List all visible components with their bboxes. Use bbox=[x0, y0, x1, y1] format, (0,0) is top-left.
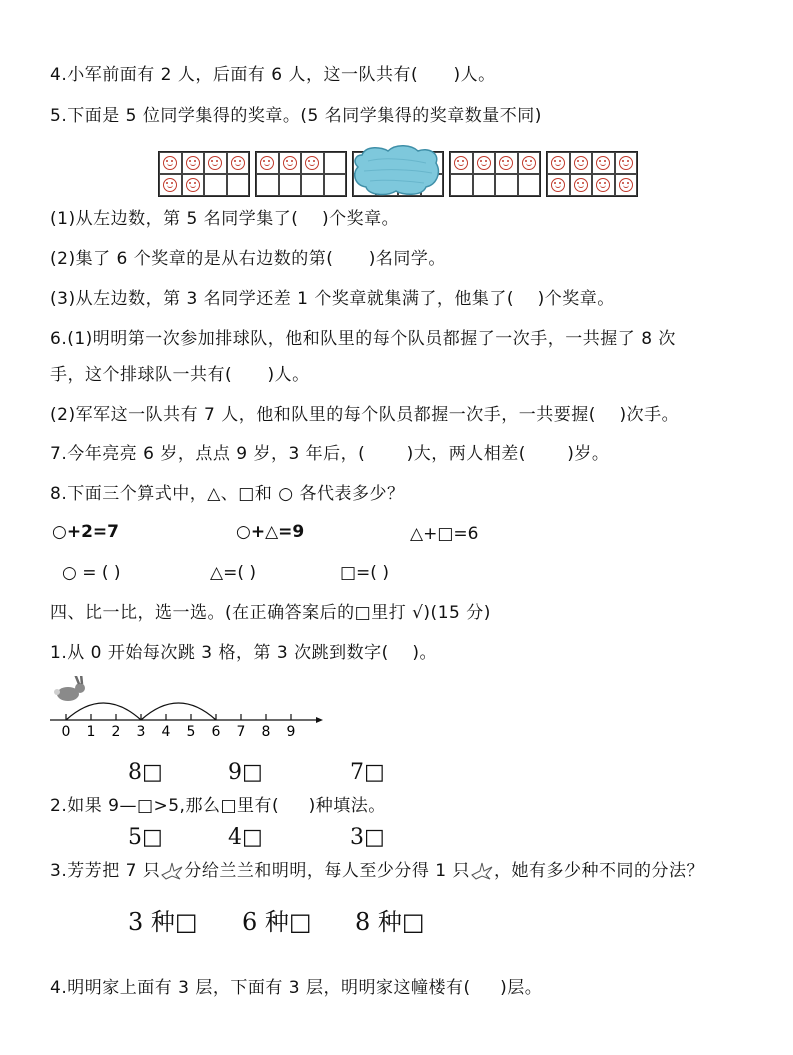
smiley-badge-icon bbox=[231, 156, 245, 170]
paper-crane-icon bbox=[470, 861, 494, 881]
equation-3: △+□=6 bbox=[410, 524, 479, 544]
badge-group-1 bbox=[158, 151, 250, 197]
badge-cell bbox=[615, 174, 638, 196]
section-4-question-2: 2.如果 9—□>5,那么□里有( )种填法。 bbox=[50, 796, 386, 816]
choice-q2-b[interactable]: 4□ bbox=[228, 825, 263, 850]
number-line-label: 6 bbox=[211, 724, 221, 740]
smiley-badge-icon bbox=[499, 156, 513, 170]
section-4-title: 四、比一比，选一选。(在正确答案后的□里打 √)(15 分) bbox=[50, 603, 491, 623]
smiley-badge-icon bbox=[619, 178, 633, 192]
smiley-badge-icon bbox=[283, 156, 297, 170]
badge-cell bbox=[547, 152, 570, 174]
question-6-1-a: 6.(1)明明第一次参加排球队，他和队里的每个队员都握了一次手，一共握了 8 次 bbox=[50, 329, 676, 349]
badge-cell bbox=[518, 152, 541, 174]
question-6-1-b: 手，这个排球队一共有( )人。 bbox=[50, 365, 310, 385]
q3-text-a: 3.芳芳把 7 只 bbox=[50, 861, 161, 881]
choice-q1-b[interactable]: 9□ bbox=[228, 760, 263, 785]
question-4: 4.小军前面有 2 人，后面有 6 人，这一队共有( )人。 bbox=[50, 65, 496, 85]
question-5-2: (2)集了 6 个奖章的是从右边数的第( )名同学。 bbox=[50, 249, 446, 269]
section-4-question-1: 1.从 0 开始每次跳 3 格，第 3 次跳到数字( )。 bbox=[50, 643, 437, 663]
choice-q3-c[interactable]: 8 种□ bbox=[355, 908, 425, 936]
number-line-label: 2 bbox=[111, 724, 121, 740]
answer-triangle: △=( ) bbox=[210, 563, 256, 583]
number-line-label: 3 bbox=[136, 724, 146, 740]
smiley-badge-icon bbox=[208, 156, 222, 170]
smiley-badge-icon bbox=[163, 156, 177, 170]
badge-cell bbox=[204, 152, 227, 174]
badge-cell bbox=[204, 174, 227, 196]
choice-q3-a[interactable]: 3 种□ bbox=[128, 908, 198, 936]
smiley-badge-icon bbox=[551, 178, 565, 192]
smiley-badge-icon bbox=[477, 156, 491, 170]
question-8: 8.下面三个算式中，△、□和 ○ 各代表多少？ bbox=[50, 484, 405, 504]
badge-cell bbox=[570, 174, 593, 196]
badge-cell bbox=[182, 174, 205, 196]
badge-cell bbox=[279, 174, 302, 196]
choice-q2-a[interactable]: 5□ bbox=[128, 825, 163, 850]
equation-2: ○+△=9 bbox=[236, 522, 305, 542]
badge-group-5 bbox=[546, 151, 638, 197]
jump-arc bbox=[141, 703, 216, 720]
badge-cell bbox=[324, 174, 347, 196]
badge-cell bbox=[324, 152, 347, 174]
number-line-label: 0 bbox=[61, 724, 71, 740]
question-5: 5.下面是 5 位同学集得的奖章。(5 名同学集得的奖章数量不同) bbox=[50, 106, 542, 126]
smiley-badge-icon bbox=[596, 178, 610, 192]
choice-q2-c[interactable]: 3□ bbox=[350, 825, 385, 850]
section-4-question-3 bbox=[50, 860, 704, 882]
badge-cell bbox=[592, 174, 615, 196]
badge-cell bbox=[227, 174, 250, 196]
smiley-badge-icon bbox=[454, 156, 468, 170]
number-line-label: 4 bbox=[161, 724, 171, 740]
smiley-badge-icon bbox=[574, 156, 588, 170]
badge-cell bbox=[570, 152, 593, 174]
badge-cell bbox=[495, 174, 518, 196]
badge-cell bbox=[592, 152, 615, 174]
question-5-3: (3)从左边数，第 3 名同学还差 1 个奖章就集满了，他集了( )个奖章。 bbox=[50, 289, 615, 309]
smiley-badge-icon bbox=[522, 156, 536, 170]
number-line-label: 5 bbox=[186, 724, 196, 740]
q3-text-b: 分给兰兰和明明，每人至少分得 1 只 bbox=[184, 861, 470, 881]
badge-cell bbox=[301, 174, 324, 196]
question-5-1: (1)从左边数，第 5 名同学集了( )个奖章。 bbox=[50, 209, 400, 229]
badge-cell bbox=[615, 152, 638, 174]
answer-circle: ○ = ( ) bbox=[62, 563, 121, 583]
smiley-badge-icon bbox=[305, 156, 319, 170]
choice-q1-a[interactable]: 8□ bbox=[128, 760, 163, 785]
badge-cell bbox=[256, 174, 279, 196]
badge-cell bbox=[547, 174, 570, 196]
badge-cell bbox=[279, 152, 302, 174]
badge-group-2 bbox=[255, 151, 347, 197]
badge-cell bbox=[450, 174, 473, 196]
badge-cell bbox=[256, 152, 279, 174]
jump-arc bbox=[66, 703, 141, 720]
section-4-question-4: 4.明明家上面有 3 层，下面有 3 层，明明家这幢楼有( )层。 bbox=[50, 978, 543, 998]
badge-group-4 bbox=[449, 151, 541, 197]
number-line-label: 9 bbox=[286, 724, 296, 740]
badge-cell bbox=[473, 152, 496, 174]
equation-1: ○+2=7 bbox=[52, 522, 119, 542]
number-line bbox=[44, 676, 334, 740]
question-7: 7.今年亮亮 6 岁，点点 9 岁，3 年后，( )大，两人相差( )岁。 bbox=[50, 444, 610, 464]
question-6-2: (2)军军这一队共有 7 人，他和队里的每个队员都握一次手，一共要握( )次手。 bbox=[50, 405, 680, 425]
smiley-badge-icon bbox=[551, 156, 565, 170]
badge-cell bbox=[159, 152, 182, 174]
rabbit-icon bbox=[54, 676, 85, 701]
badge-cell bbox=[182, 152, 205, 174]
badge-cell bbox=[495, 152, 518, 174]
badge-cell bbox=[473, 174, 496, 196]
smiley-badge-icon bbox=[260, 156, 274, 170]
badge-cell bbox=[227, 152, 250, 174]
smiley-badge-icon bbox=[574, 178, 588, 192]
smiley-badge-icon bbox=[619, 156, 633, 170]
smiley-badge-icon bbox=[186, 156, 200, 170]
badge-cell bbox=[450, 152, 473, 174]
choice-q3-b[interactable]: 6 种□ bbox=[242, 908, 312, 936]
paper-crane-icon bbox=[160, 861, 184, 881]
smiley-badge-icon bbox=[596, 156, 610, 170]
choice-q1-c[interactable]: 7□ bbox=[350, 760, 385, 785]
number-line-label: 1 bbox=[86, 724, 96, 740]
smiley-badge-icon bbox=[186, 178, 200, 192]
badge-cell bbox=[159, 174, 182, 196]
cloud-blob-icon bbox=[352, 143, 442, 197]
number-line-label: 7 bbox=[236, 724, 246, 740]
number-line-label: 8 bbox=[261, 724, 271, 740]
badge-cell bbox=[518, 174, 541, 196]
q3-text-c: ，她有多少种不同的分法？ bbox=[493, 861, 704, 881]
smiley-badge-icon bbox=[163, 178, 177, 192]
answer-square: □=( ) bbox=[340, 563, 389, 583]
badge-cell bbox=[301, 152, 324, 174]
